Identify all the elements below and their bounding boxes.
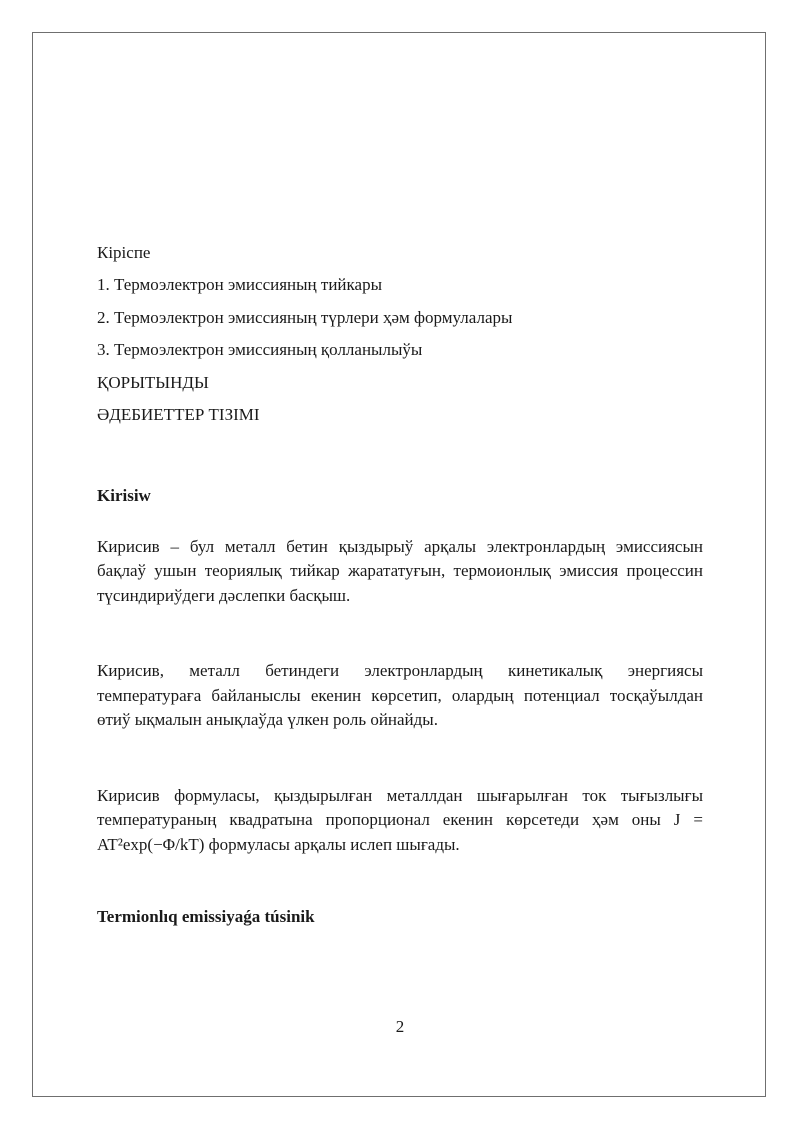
toc-item-references: ӘДЕБИЕТТЕР ТІЗІМІ bbox=[97, 404, 260, 424]
toc-item-2: 2. Термоэлектрон эмиссияның түрлери ҳәм формулалары bbox=[97, 307, 513, 327]
paragraph-2: Кирисив, металл бетиндеги электронлардың кинетикалық энергиясы температураға байланыслы екенин көрсетип, олардың потенциал тосқаўылдан өтиў ықмалын анықлаўда үлкен роль ойнайды. bbox=[97, 661, 703, 730]
section-heading-kirisiw: Kirisiw bbox=[97, 485, 151, 505]
paragraph-3: Кирисив формуласы, қыздырылған металлдан шығарылған ток тығызлығы температураның квадратына пропорционал екенин көрсетеди ҳәм оны J = AT²exp(−Φ/kT) формуласы арқалы ислеп шығады. bbox=[97, 785, 703, 854]
toc-item-1: 1. Термоэлектрон эмиссияның тийкары bbox=[97, 275, 382, 295]
section-heading-termionliq: Termionlıq emissiyaǵa túsinik bbox=[97, 907, 315, 927]
table-of-contents bbox=[97, 240, 703, 427]
toc-item-3: 3. Термоэлектрон эмиссияның қолланылыўы bbox=[97, 340, 423, 360]
toc-item-introduction: Кіріспе bbox=[97, 243, 151, 262]
page-number: 2 bbox=[395, 1017, 405, 1036]
toc-item-conclusion: ҚОРЫТЫНДЫ bbox=[97, 372, 209, 392]
paragraph-1: Кирисив – бул металл бетин қыздырыў арқалы электронлардың эмиссиясын бақлаў ушын теориялық тийкар жарататуғын, термоионлық эмиссия процессин түсиндириўдеги дәслепки басқыш. bbox=[97, 536, 703, 605]
page-content bbox=[97, 240, 703, 929]
